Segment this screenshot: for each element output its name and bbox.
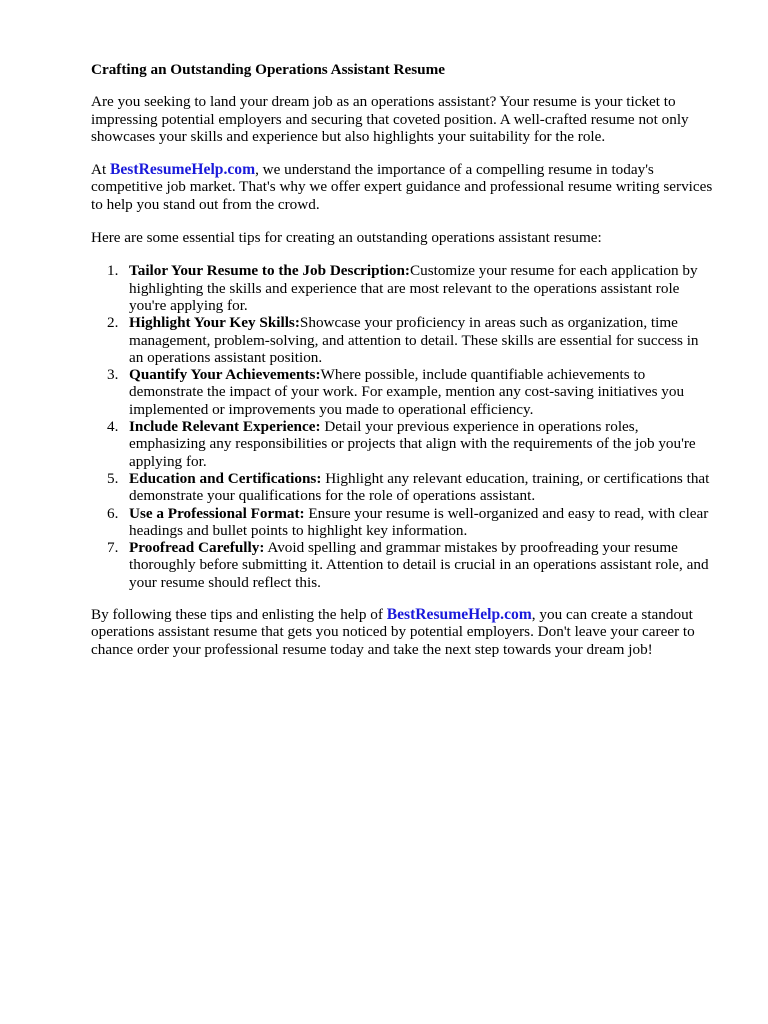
- tip-term: Include Relevant Experience:: [129, 418, 321, 436]
- list-item: [91, 539, 716, 591]
- list-number: 4.: [107, 418, 119, 436]
- tip-term: Tailor Your Resume to the Job Description:: [129, 262, 410, 280]
- tip-text: Showcase your proficiency in areas such as organization, time management, problem-solving, and attention to detail. These skills are essential for success in an operations assistant position.: [129, 314, 699, 366]
- list-item: [91, 262, 716, 314]
- closing-prefix: By following these tips and enlisting the help of: [91, 606, 387, 624]
- list-number: 3.: [107, 366, 119, 384]
- tip-term: Highlight Your Key Skills:: [129, 314, 300, 332]
- tips-intro: Here are some essential tips for creating an outstanding operations assistant resume:: [91, 229, 602, 247]
- about-suffix: , we understand the importance of a compelling resume in today's competitive job market. That's why we offer expert guidance and professional resume writing services to help you stand out from the crowd.: [91, 161, 713, 213]
- bestresumehelp-link[interactable]: BestResumeHelp.com: [386, 606, 532, 624]
- tip-term: Proofread Carefully:: [129, 539, 265, 557]
- tip-text: Highlight any relevant education, training, or certifications that demonstrate your qualifications for the role of operations assistant.: [129, 469, 710, 505]
- tip-term: Use a Professional Format:: [129, 504, 305, 522]
- list-item: [91, 505, 716, 540]
- tip-term: Quantify Your Achievements:: [129, 366, 321, 384]
- about-paragraph: [91, 161, 716, 213]
- list-number: 7.: [107, 539, 119, 557]
- list-number: 5.: [107, 469, 119, 487]
- tip-text: Ensure your resume is well-organized and easy to read, with clear headings and bullet points to highlight key information.: [129, 504, 709, 539]
- list-number: 1.: [107, 262, 119, 280]
- tip-text: Detail your previous experience in operations roles, emphasizing any responsibilities or projects that align with the requirements of the job you're applying for.: [129, 418, 696, 470]
- closing-paragraph: [91, 606, 716, 658]
- about-prefix: At: [91, 161, 110, 179]
- bestresumehelp-link[interactable]: BestResumeHelp.com: [109, 161, 256, 179]
- tip-text: Customize your resume for each application by highlighting the skills and experience that are most relevant to the operations assistant role you're applying for.: [129, 262, 698, 314]
- list-item: [91, 418, 716, 470]
- tip-text: Avoid spelling and grammar mistakes by proofreading your resume thoroughly before submitting it. Attention to detail is crucial in an operations assistant role, and your resume should reflect this.: [129, 539, 709, 591]
- intro-paragraph: Are you seeking to land your dream job as an operations assistant? Your resume is your ticket to impressing potential employers and securing that coveted position. A well-crafted resume not only showcases your skills and experience but also highlights your suitability for the role.: [91, 93, 689, 145]
- tip-text: Where possible, include quantifiable achievements to demonstrate the impact of your work. For example, mention any cost-saving initiatives you implemented or improvements you made to operational efficiency.: [129, 366, 685, 418]
- list-number: 6.: [107, 504, 119, 522]
- list-item: [91, 366, 716, 418]
- closing-suffix: , you can create a standout operations assistant resume that gets you noticed by potential employers. Don't leave your career to chance order your professional resume today and take the next step towards your dream job!: [91, 606, 695, 658]
- tip-term: Education and Certifications:: [129, 469, 322, 487]
- tips-list: [91, 262, 716, 591]
- list-item: [91, 470, 716, 505]
- document-title: Crafting an Outstanding Operations Assistant Resume: [91, 61, 445, 78]
- list-item: [91, 314, 716, 366]
- list-number: 2.: [107, 314, 119, 332]
